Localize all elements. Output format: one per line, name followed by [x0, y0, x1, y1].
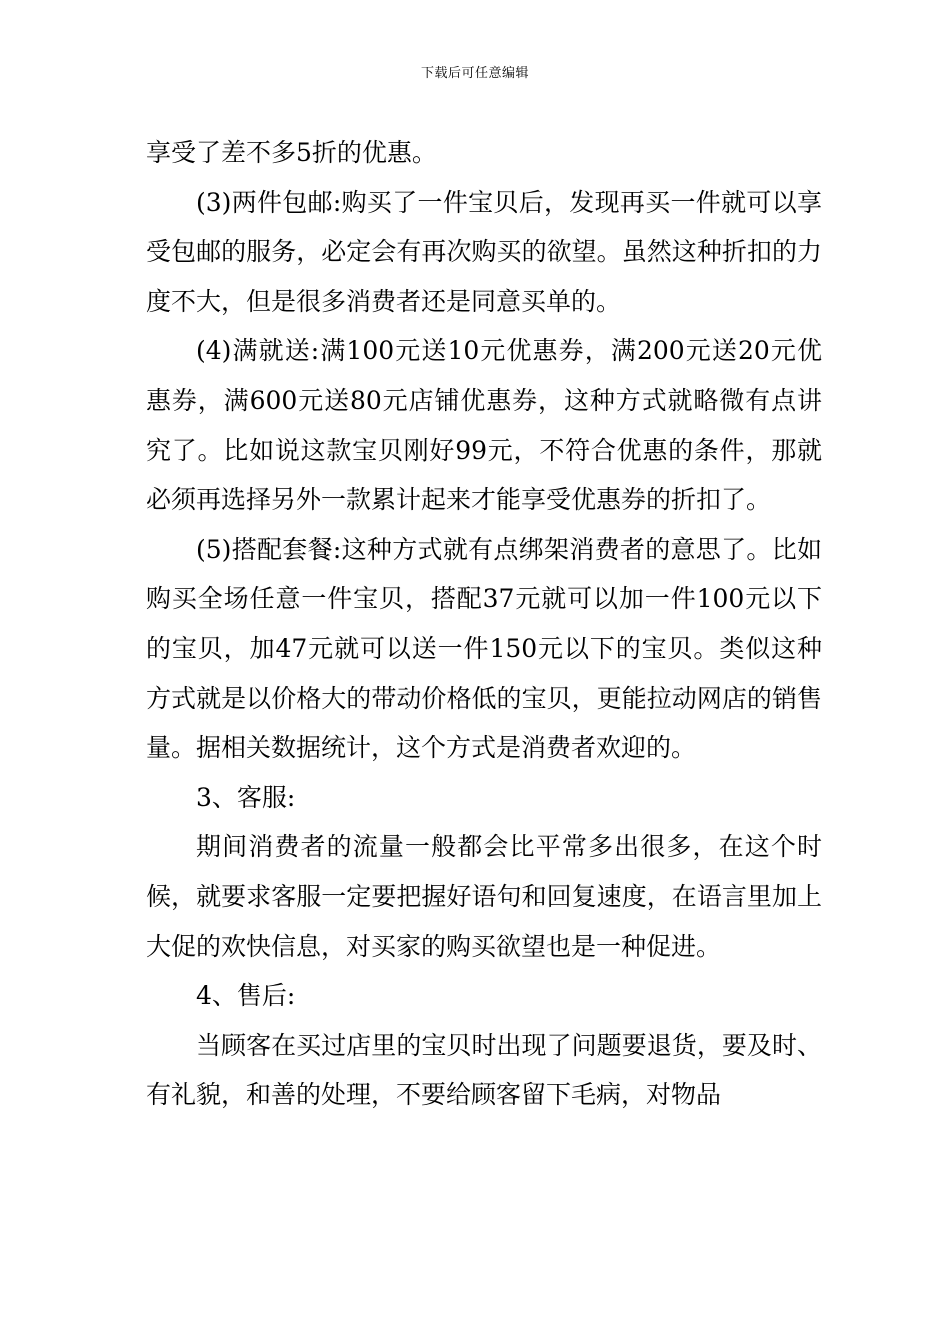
- paragraph: (3)两件包邮:购买了一件宝贝后，发现再买一件就可以享受包邮的服务，必定会有再次购买的欲望。虽然这种折扣的力度不大，但是很多消费者还是同意买单的。: [146, 187, 822, 316]
- paragraph: 当顾客在买过店里的宝贝时出现了问题要退货，要及时、有礼貌，和善的处理，不要给顾客留下毛病，对物品: [146, 1030, 822, 1110]
- paragraph: 期间消费者的流量一般都会比平常多出很多，在这个时候，就要求客服一定要把握好语句和回复速度，在语言里加上大促的欢快信息，对买家的购买欲望也是一种促进。: [146, 832, 822, 961]
- paragraph: (4)满就送:满100元送10元优惠券，满200元送20元优惠券，满600元送80元店铺优惠券，这种方式就略微有点讲究了。比如说这款宝贝刚好99元，不符合优惠的条件，那就必须再选择另外一款累计起来才能享受优惠券的折扣了。: [146, 336, 822, 515]
- section-heading: 4、售后:: [196, 981, 296, 1011]
- document-body: [146, 128, 822, 1120]
- page-header: 下载后可任意编辑: [420, 66, 529, 81]
- paragraph: 享受了差不多5折的优惠。: [146, 138, 437, 167]
- paragraph: (5)搭配套餐:这种方式就有点绑架消费者的意思了。比如购买全场任意一件宝贝，搭配37元就可以加一件100元以下的宝贝，加47元就可以送一件150元以下的宝贝。类似这种方式就是以价格大的带动价格低的宝贝，更能拉动网店的销售量。据相关数据统计，这个方式是消费者欢迎的。: [146, 534, 822, 763]
- section-heading: 3、客服:: [196, 782, 296, 812]
